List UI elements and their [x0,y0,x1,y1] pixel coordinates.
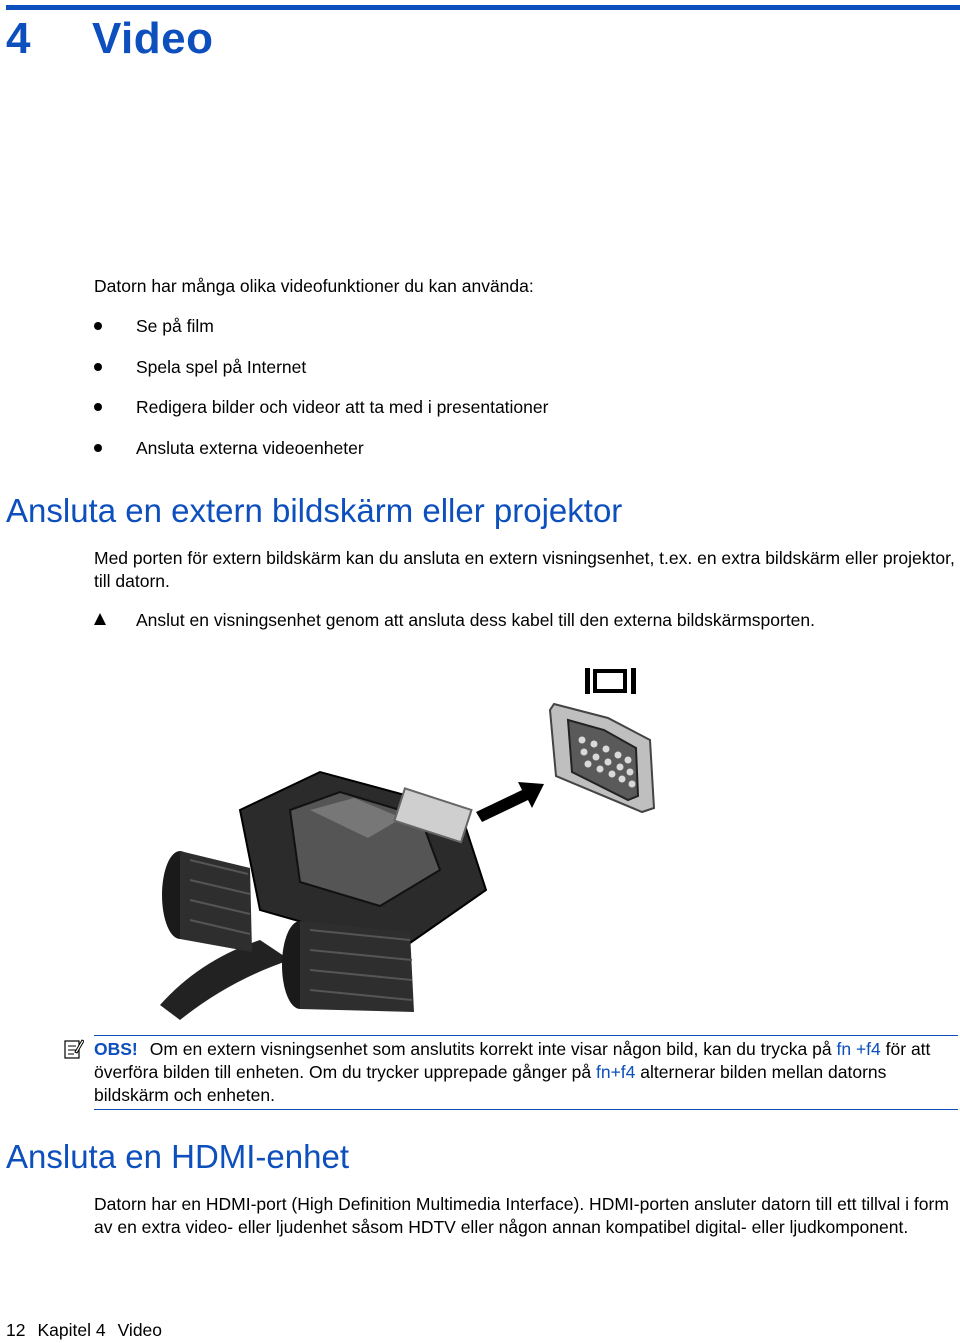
bullet-icon [94,403,102,411]
step-text: Anslut en visningsenhet genom att ansluta dess kabel till den externa bildskärmsporten. [136,610,816,630]
footer-title: Video [117,1320,163,1340]
page-number: 12 [6,1320,26,1340]
top-rule [6,5,960,10]
chapter-name: Video [92,14,214,63]
note-box [94,1035,958,1110]
note-label: OBS! [94,1039,138,1059]
monitor-port-icon [585,668,636,694]
section-title-hdmi: Ansluta en HDMI-enhet [6,1138,350,1175]
page-footer [6,1320,174,1341]
insert-arrow-icon [476,782,544,822]
vga-plug [160,772,486,1020]
note-key-2: fn+f4 [595,1062,636,1082]
vga-connector-illustration [140,660,670,1020]
vga-port [550,704,654,812]
note-text-2: för att överföra bilden till enheten. Om du trycker upprepade gånger på [94,1039,931,1082]
note-icon [64,1038,84,1060]
section-paragraph: Med porten för extern bildskärm kan du ansluta en extern visningsenhet, t.ex. en extra bildskärm eller projektor, till datorn. [94,548,955,591]
thumbscrew-left [162,851,252,952]
intro-text: Datorn har många olika videofunktioner du kan använda: [94,276,534,296]
step-triangle-icon [94,613,106,625]
note-text-3: alternerar bilden mellan datorns bildskärm och enheten. [94,1062,887,1105]
note-key-1: fn +f4 [836,1039,881,1059]
chapter-title [6,14,214,64]
note-text-1: Om en extern visningsenhet som anslutits korrekt inte visar någon bild, kan du trycka på [149,1039,832,1059]
bullet-icon [94,444,102,452]
chapter-number: 4 [6,14,31,63]
footer-chapter: Kapitel 4 [37,1320,106,1340]
section-title-external-monitor: Ansluta en extern bildskärm eller projektor [6,492,623,529]
thumbscrew-right [282,921,414,1012]
bullet-icon [94,322,102,330]
hdmi-paragraph: Datorn har en HDMI-port (High Definition Multimedia Interface). HDMI-porten ansluter datorn till ett tillval i form av en extra video- eller ljudenhet såsom HDTV eller någon annan kompatibel digital- eller ljudkomponent. [94,1194,949,1237]
bullet-icon [94,363,102,371]
